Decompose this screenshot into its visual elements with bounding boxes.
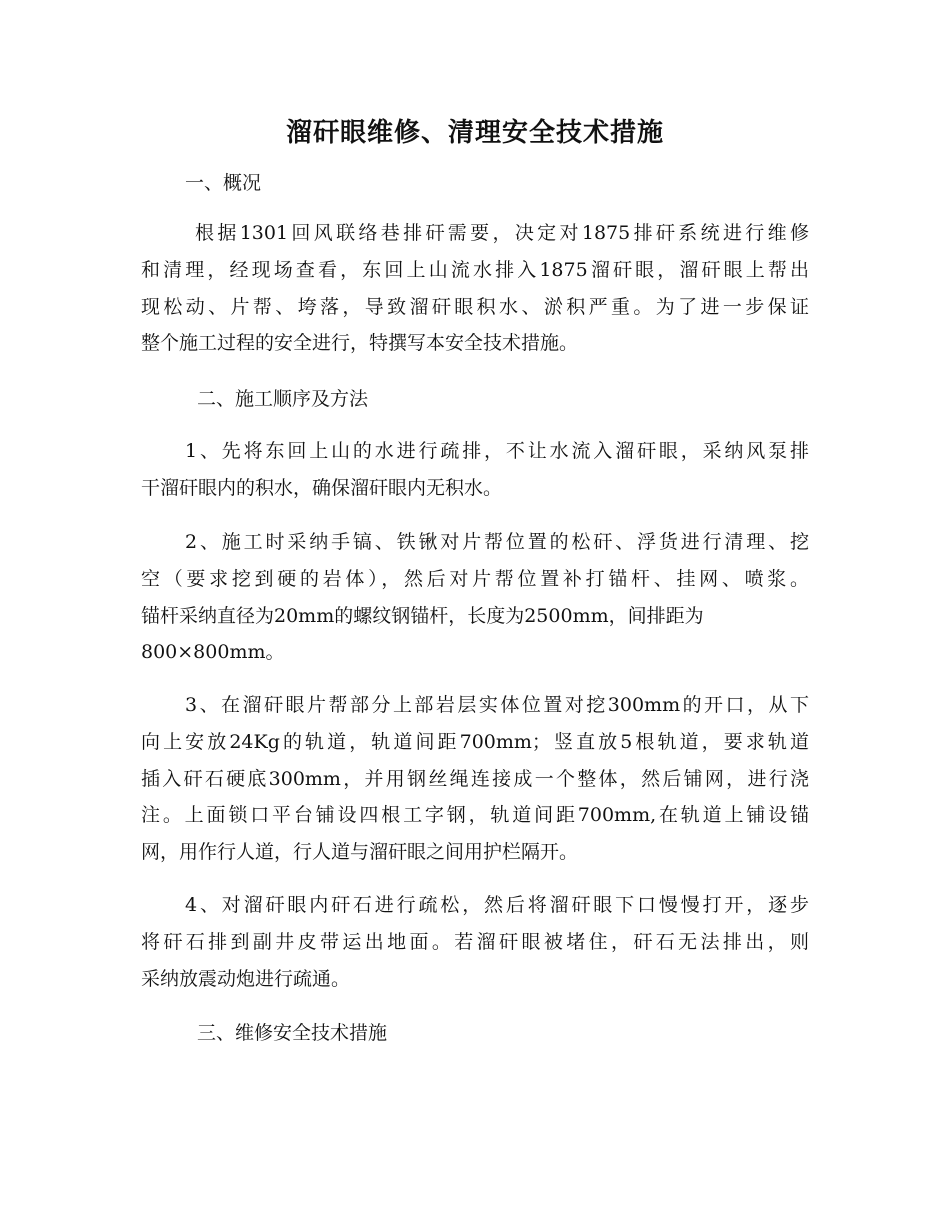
construction-item-2	[141, 524, 809, 671]
paragraph-line: 向上安放24Kg的轨道，轨道间距700mm；竖直放5根轨道，要求轨道	[141, 730, 809, 753]
paragraph-line: 现松动、片帮、垮落，导致溜矸眼积水、淤积严重。为了进一步保证	[141, 295, 809, 318]
paragraph-line: 锚杆采纳直径为20mm的螺纹钢锚杆，长度为2500mm，间排距为	[141, 604, 704, 627]
paragraph-line: 将矸石排到副井皮带运出地面。若溜矸眼被堵住，矸石无法排出，则	[141, 930, 809, 953]
construction-item-1	[141, 433, 809, 507]
paragraph-line: 4、对溜矸眼内矸石进行疏松，然后将溜矸眼下口慢慢打开，逐步	[185, 894, 809, 916]
overview-paragraph	[141, 215, 809, 362]
paragraph-line: 空（要求挖到硬的岩体），然后对片帮位置补打锚杆、挂网、喷浆。	[141, 567, 809, 590]
paragraph-line: 800×800mm。	[141, 641, 285, 664]
paragraph-line: 网，用作行人道，行人道与溜矸眼之间用护栏隔开。	[141, 841, 579, 864]
paragraph-line: 3、在溜矸眼片帮部分上部岩层实体位置对挖300mm的开口，从下	[185, 694, 809, 716]
construction-item-4	[141, 887, 809, 997]
paragraph-line: 采纳放震动炮进行疏通。	[141, 967, 351, 990]
paragraph-line: 注。上面锁口平台铺设四根工字钢，轨道间距700mm,在轨道上铺设锚	[141, 804, 809, 827]
paragraph-line: 插入矸石硬底300mm，并用钢丝绳连接成一个整体，然后铺网，进行浇	[141, 767, 809, 790]
section-heading-construction: 二、施工顺序及方法	[197, 388, 369, 410]
construction-item-3	[141, 687, 809, 871]
paragraph-line: 2、施工时采纳手镐、铁锹对片帮位置的松矸、浮货进行清理、挖	[185, 531, 809, 553]
section-heading-overview: 一、概况	[185, 172, 262, 194]
paragraph-line: 整个施工过程的安全进行，特撰写本安全技术措施。	[141, 332, 579, 355]
paragraph-line: 1、先将东回上山的水进行疏排，不让水流入溜矸眼，采纳风泵排	[185, 440, 809, 462]
document-title: 溜矸眼维修、清理安全技术措施	[285, 118, 664, 148]
section-heading-safety: 三、维修安全技术措施	[197, 1022, 388, 1044]
paragraph-line: 和清理，经现场查看，东回上山流水排入1875溜矸眼，溜矸眼上帮出	[141, 258, 809, 281]
paragraph-line: 根据1301回风联络巷排矸需要，决定对1875排矸系统进行维修	[195, 222, 809, 244]
paragraph-line: 干溜矸眼内的积水，确保溜矸眼内无积水。	[141, 476, 503, 499]
